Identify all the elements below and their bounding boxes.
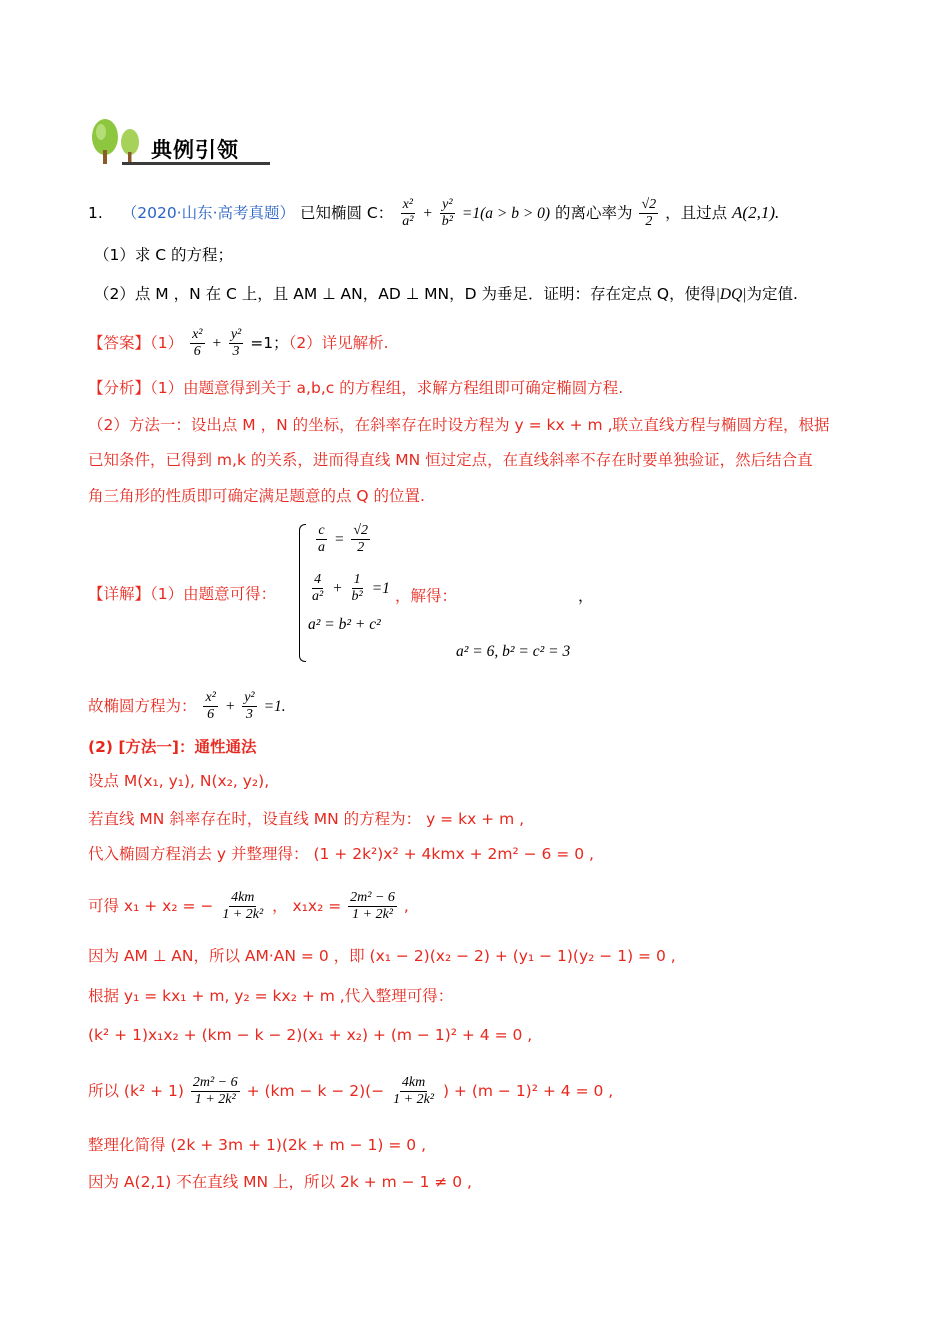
detail-intro: 【详解】（1）由题意可得： [88, 585, 277, 603]
analysis-line-2: （2）方法一：设出点 M ，N 的坐标，在斜率存在时设方程为 y = kx + m ,联立直线方程与椭圆方程，根据 [88, 416, 830, 434]
system-eq-1: $\frac{c}{a}$ = $\frac{√2}{2}$ [318, 523, 369, 555]
problem-source: （2020·山东·高考真题） [121, 204, 296, 222]
system-eq-3: a² = b² + c² [308, 616, 381, 633]
method1-line-3: 代入椭圆方程消去 y 并整理得： (1 + 2k²)x² + 4kmx + 2m² − 6 = 0 , [88, 845, 594, 863]
fraction: $\frac{\text{x²}}{6}$ [192, 327, 203, 359]
tree-logo-icon [88, 118, 148, 166]
fraction: $\frac{\text{x²}}{\text{a²}}$ [402, 197, 414, 229]
part2: （2）点 M ，N 在 C 上，且 AM ⊥ AN，AD ⊥ MN，D 为垂足．证明：存在定点 Q，使得|DQ|为定值. [94, 285, 798, 303]
problem-intro: 已知椭圆 C： [299, 204, 394, 222]
method1-line-4: 可得 x₁ + x₂ = − $\frac{4km}{\text{1 + 2k²}}$ ， x₁x₂ = $\frac{\text{2m² − 6}}{\text{1 + 2k²}}$ , [88, 890, 409, 922]
method1-line-8: 所以 (k² + 1) $\frac{\text{2m² − 6}}{\text{1 + 2k²}}$ + (km − k − 2)(− $\frac{4km}{\text{1 + 2k²}}$ ) + (m − 1)² + 4 = 0 , [88, 1075, 614, 1107]
solve-comma: ， [578, 587, 594, 605]
method1-line-6: 根据 y₁ = kx₁ + m, y₂ = kx₂ + m ,代入整理可得： [88, 987, 454, 1005]
system-eq-2: $\frac{4}{\text{a²}}$ + $\frac{1}{\text{b²}}$ =1 [312, 572, 390, 604]
section-title: 典例引领 [151, 138, 239, 162]
method1-line-9: 整理化简得 (2k + 3m + 1)(2k + m − 1) = 0 , [88, 1136, 426, 1154]
point-text: ，且过点 [665, 204, 728, 222]
method1-line-10: 因为 A(2,1) 不在直线 MN 上，所以 2k + m − 1 ≠ 0 , [88, 1173, 472, 1191]
method1-line-5: 因为 AM ⊥ AN，所以 AM·AN = 0 ，即 (x₁ − 2)(x₂ − 2) + (y₁ − 1)(y₂ − 1) = 0 , [88, 947, 676, 965]
ecc-text: 的离心率为 [555, 204, 633, 222]
analysis-line-4: 角三角形的性质即可确定满足题意的点 Q 的位置. [88, 487, 425, 505]
detail-label: 【详解】 [88, 585, 151, 603]
point-a: A(2,1). [732, 203, 780, 222]
method1-line-1: 设点 M(x₁, y₁), N(x₂, y₂), [88, 772, 270, 790]
system-brace [299, 524, 306, 662]
title-underline [122, 162, 270, 165]
ellipse-condition: =1(a > b > 0) [461, 205, 551, 222]
method1-heading: (2) [方法一]：通性通法 [88, 738, 257, 756]
solve-result: a² = 6, b² = c² = 3 [456, 643, 571, 660]
fraction: $\frac{\text{y²}}{\text{b²}}$ [441, 197, 453, 229]
fraction: $\frac{√2}{2}$ [641, 197, 657, 229]
answer-line: 【答案】（1） $\frac{\text{x²}}{6}$ + $\frac{\text{y²}}{3}$ =1；（2）详见解析. [88, 327, 389, 359]
method1-line-2: 若直线 MN 斜率存在时，设直线 MN 的方程为： y = kx + m , [88, 810, 525, 828]
solve-text: ，解得： [395, 587, 458, 605]
method1-line-7: (k² + 1)x₁x₂ + (km − k − 2)(x₁ + x₂) + (m − 1)² + 4 = 0 , [88, 1026, 533, 1044]
fraction: $\frac{\text{y²}}{3}$ [230, 327, 242, 359]
analysis-label: 【分析】 [88, 379, 151, 397]
answer-label: 【答案】 [88, 334, 151, 352]
analysis-line-1: 【分析】（1）由题意得到关于 a,b,c 的方程组，求解方程组即可确定椭圆方程. [88, 379, 624, 397]
part1: （1）求 C 的方程； [94, 246, 234, 264]
conclude-line: 故椭圆方程为： $\frac{\text{x²}}{6}$ + $\frac{\text{y²}}{3}$ =1. [88, 690, 286, 722]
analysis-line-3: 已知条件，已得到 m,k 的关系，进而得直线 MN 恒过定点，在直线斜率不存在时要单独验证，然后结合直 [88, 451, 813, 469]
problem-line: 1. （2020·山东·高考真题） 已知椭圆 C： $\frac{\text{x²}}{\text{a²}}$ + $\frac{\text{y²}}{\text{b²}}$ =1(a > b > 0) 的离心率为 $\frac{√2}{2}$ ，且过点 A(2,1). [88, 197, 780, 229]
problem-number: 1. [88, 204, 103, 222]
